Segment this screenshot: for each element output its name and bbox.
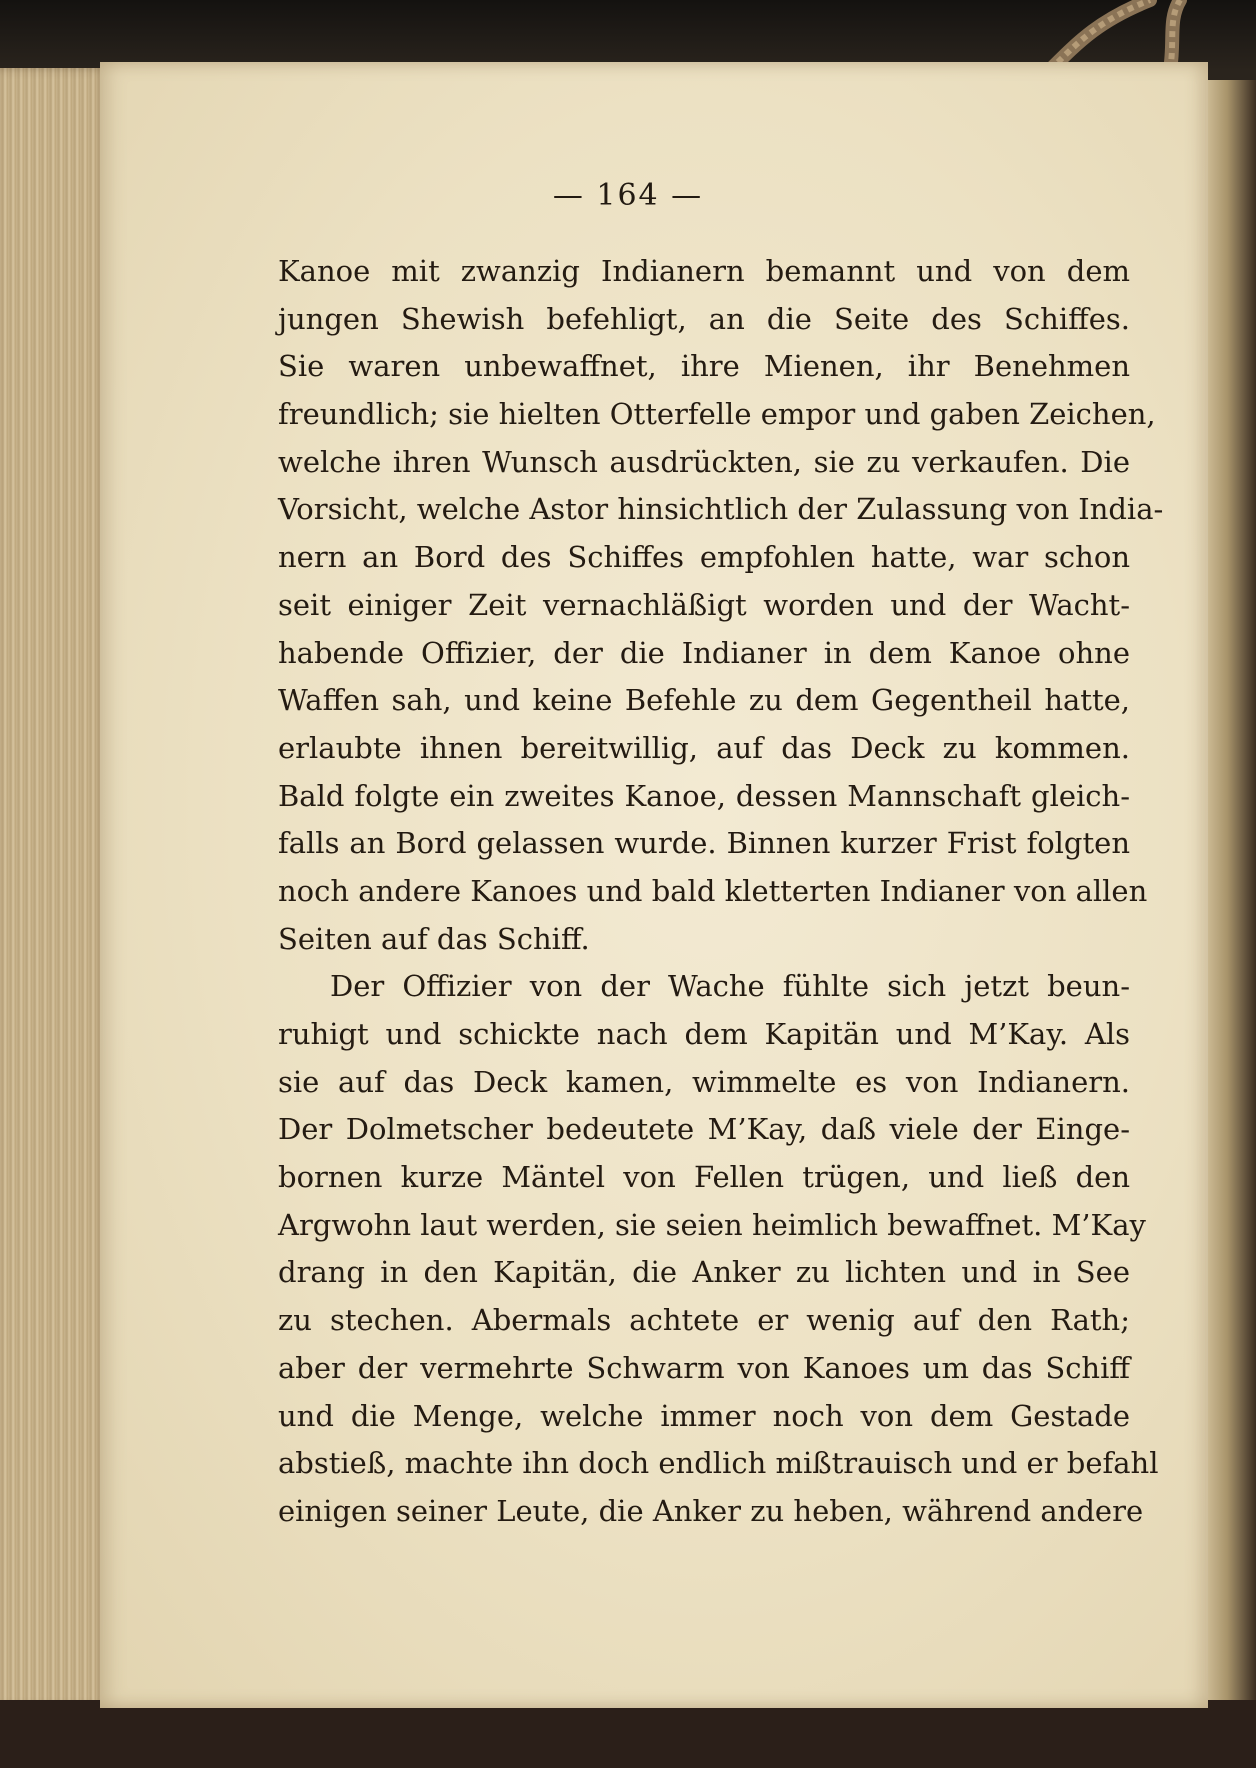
text-line: ruhigt und schickte nach dem Kapitän und M’Kay. Als — [278, 1017, 1130, 1051]
text-line: Der Offizier von der Wache fühlte sich jetzt beun- — [330, 969, 1130, 1004]
bookmark-cord-icon — [1040, 0, 1200, 70]
text-line: Sie waren unbewaffnet, ihre Mienen, ihr Benehmen — [278, 349, 1130, 384]
text-line: einigen seiner Leute, die Anker zu heben, während andere — [278, 1493, 1144, 1528]
text-line: seit einiger Zeit vernachläßigt worden und der Wacht- — [278, 587, 1130, 622]
text-line: Kanoe mit zwanzig Indianern bemannt und von dem — [278, 254, 1130, 288]
text-line: Vorsicht, welche Astor hinsichtlich der Zulassung von India- — [278, 492, 1164, 527]
text-line: Bald folgte ein zweites Kanoe, dessen Mannschaft gleich- — [278, 778, 1130, 813]
text-line: zu stechen. Abermals achtete er wenig auf den Rath; — [278, 1303, 1130, 1338]
page-text — [278, 248, 1164, 1536]
text-line: sie auf das Deck kamen, wimmelte es von Indianern. — [278, 1064, 1130, 1099]
page-stack-edge — [0, 68, 110, 1708]
text-line: habende Offizier, der die Indianer in dem Kanoe ohne — [278, 635, 1130, 670]
text-line: Seiten auf das Schiff. — [278, 921, 590, 956]
text-line: und die Menge, welche immer noch von dem Gestade — [278, 1398, 1130, 1433]
text-line: erlaubte ihnen bereitwillig, auf das Deck zu kommen. — [278, 730, 1130, 765]
text-line: falls an Bord gelassen wurde. Binnen kurzer Frist folgten — [278, 826, 1130, 861]
text-line: welche ihren Wunsch ausdrückten, sie zu verkaufen. Die — [278, 444, 1130, 479]
text-line: nern an Bord des Schiffes empfohlen hatte, war schon — [278, 540, 1130, 575]
text-line: freundlich; sie hielten Otterfelle empor und gaben Zeichen, — [278, 397, 1156, 432]
page-number: — 164 — — [552, 178, 704, 213]
text-line: noch andere Kanoes und bald kletterten Indianer von allen — [278, 873, 1148, 908]
text-line: bornen kurze Mäntel von Fellen trügen, und ließ den — [278, 1160, 1130, 1195]
text-line: aber der vermehrte Schwarm von Kanoes um das Schiff — [278, 1350, 1130, 1385]
text-line: Argwohn laut werden, sie seien heimlich bewaffnet. M’Kay — [278, 1207, 1146, 1242]
text-line: jungen Shewish befehligt, an die Seite des Schiffes. — [278, 301, 1130, 336]
right-page-edge — [1208, 80, 1256, 1700]
text-line: Der Dolmetscher bedeutete M’Kay, daß viele der Einge- — [278, 1112, 1130, 1147]
text-line: Waffen sah, und keine Befehle zu dem Gegentheil hatte, — [278, 683, 1130, 718]
text-line: drang in den Kapitän, die Anker zu lichten und in See — [278, 1255, 1130, 1290]
book-cover-bottom — [0, 1700, 1256, 1768]
text-line: abstieß, machte ihn doch endlich mißtrauisch und er befahl — [278, 1446, 1159, 1481]
